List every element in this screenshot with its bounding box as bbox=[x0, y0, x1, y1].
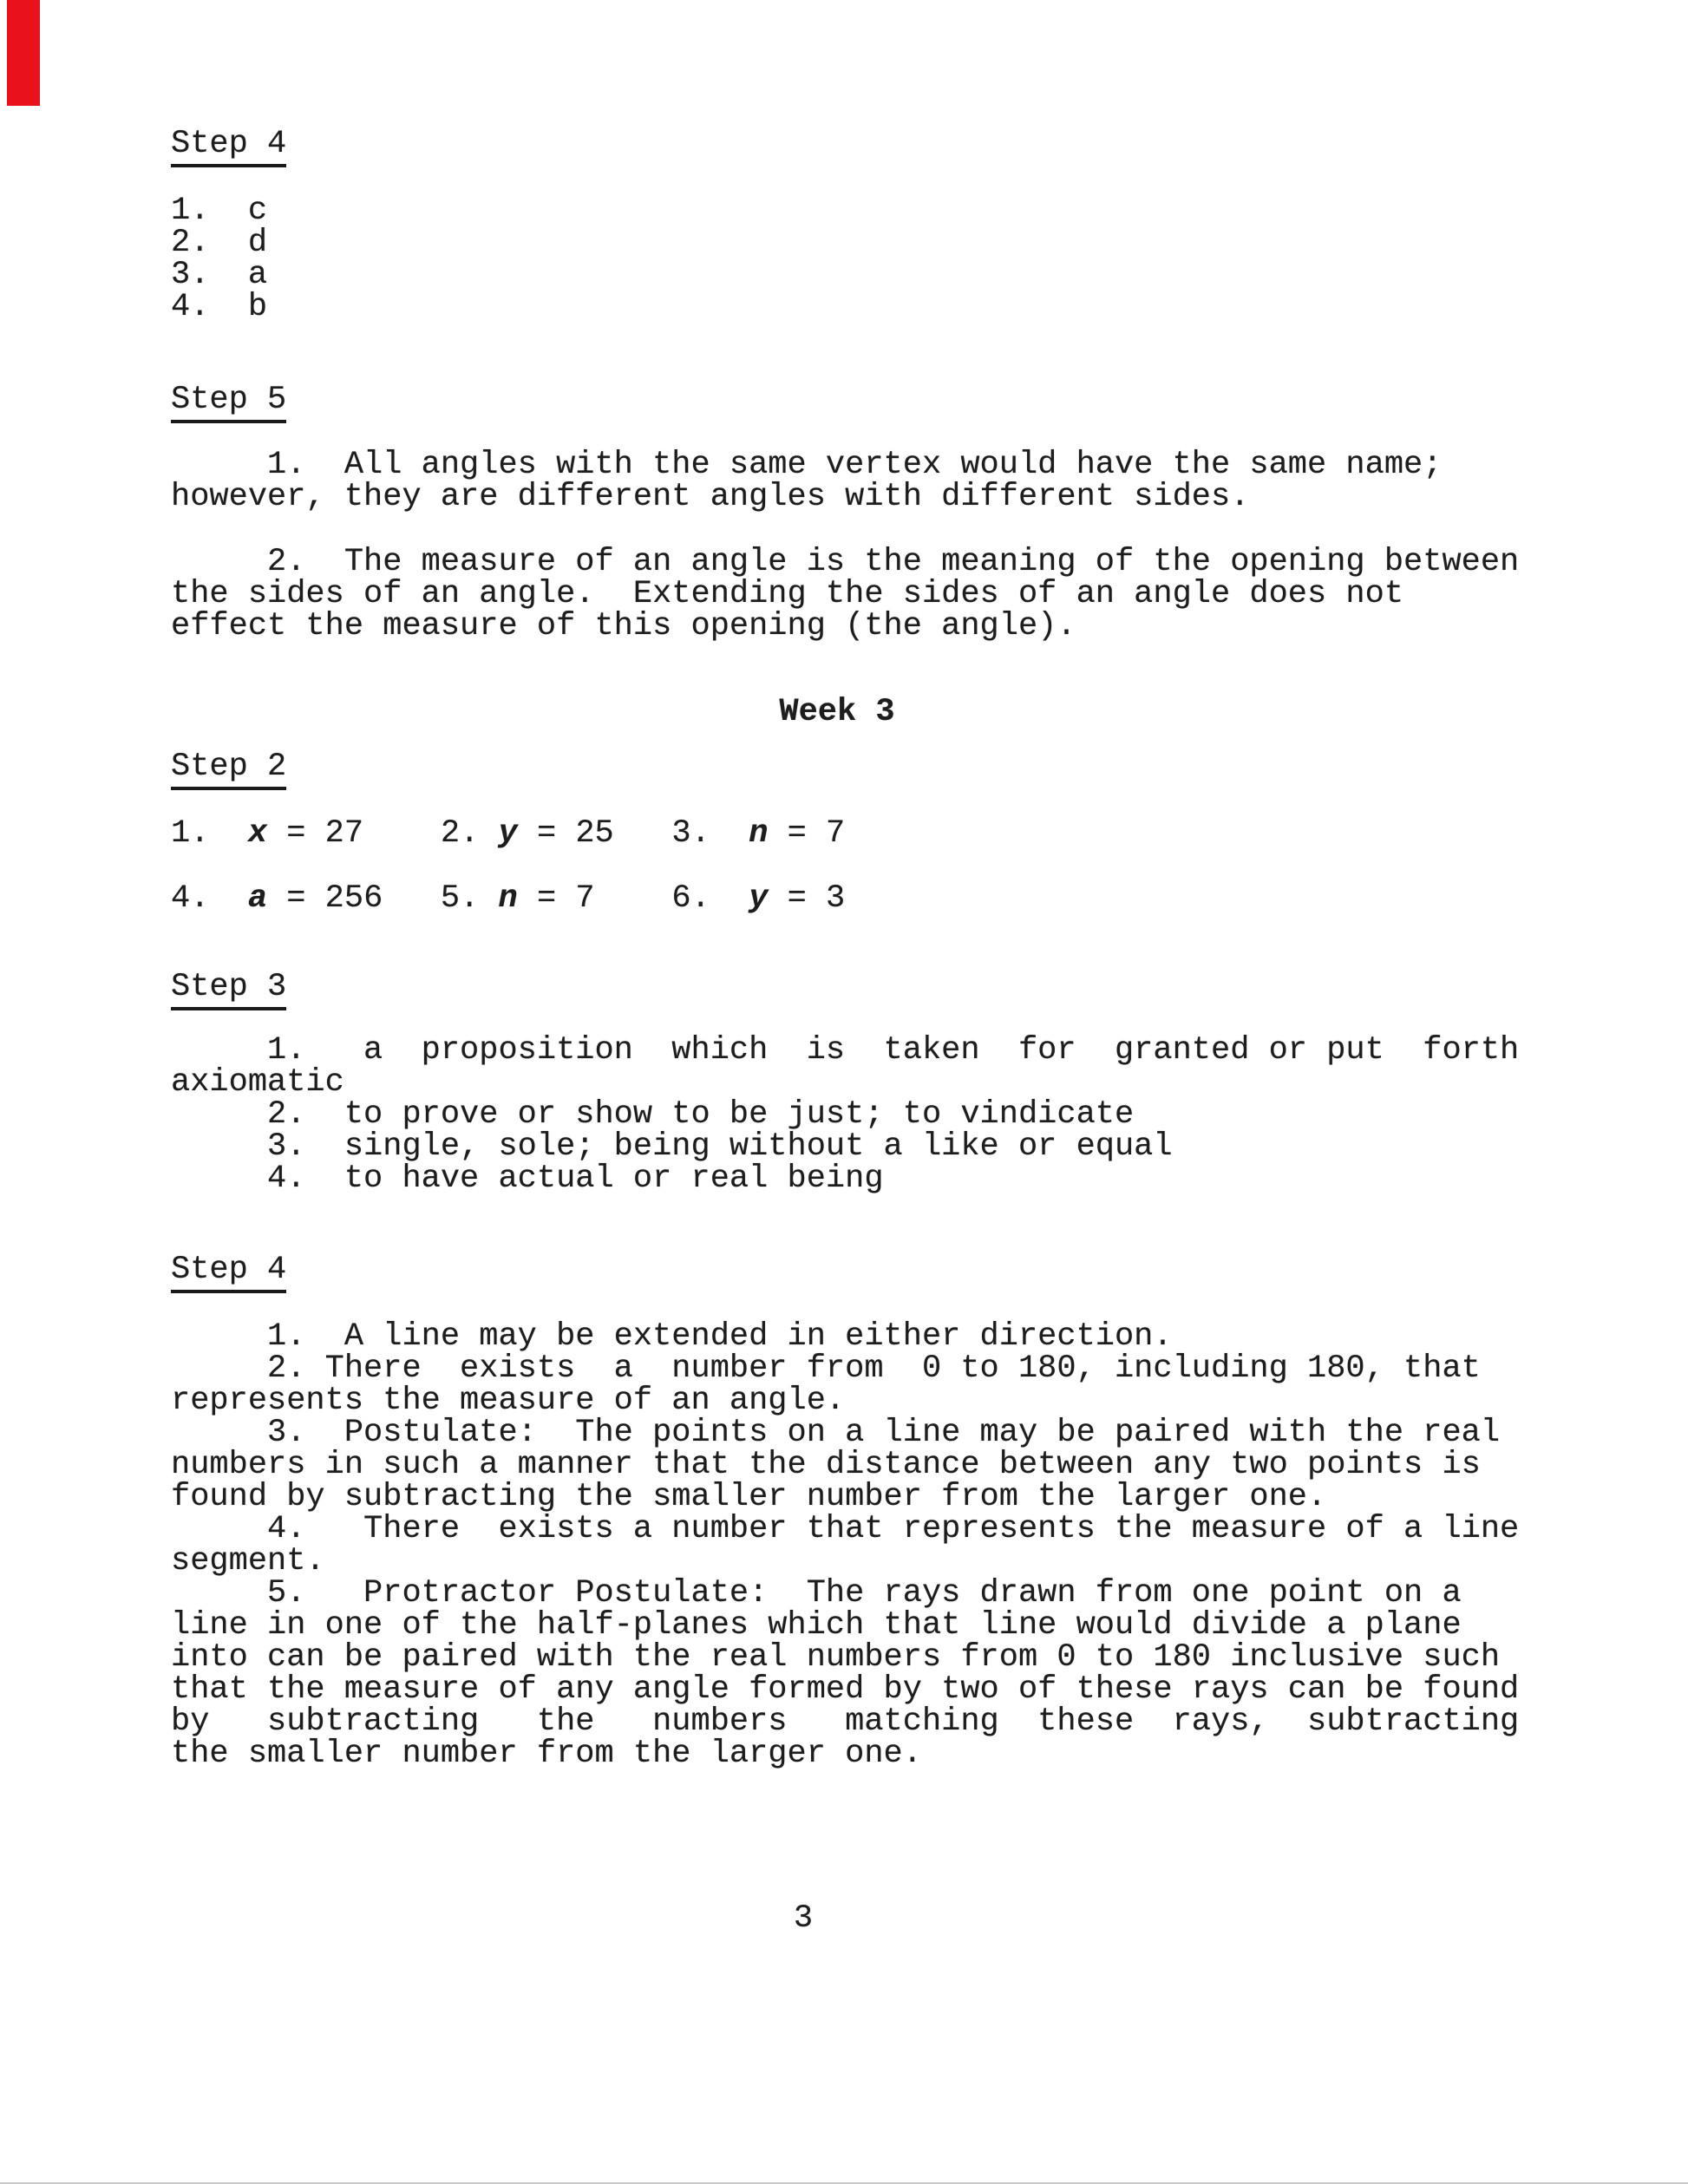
text-line: 5. Protractor Postulate: The rays drawn from one point on a bbox=[171, 1575, 1462, 1612]
heading-step3-text: Step 3 bbox=[171, 971, 286, 1010]
text-line: that the measure of any angle formed by two of these rays can be found bbox=[171, 1671, 1520, 1708]
heading-step2 bbox=[171, 751, 286, 790]
step4-first-answer-list bbox=[171, 195, 267, 324]
text-segment: = 256 bbox=[267, 880, 441, 917]
text-line: 3. a bbox=[171, 257, 268, 293]
heading-step3 bbox=[171, 971, 286, 1010]
equation-variable: n bbox=[498, 880, 518, 917]
heading-step5-text: Step 5 bbox=[171, 384, 286, 423]
text-line: however, they are different angles with different sides. bbox=[171, 479, 1250, 515]
heading-step4-second-text: Step 4 bbox=[171, 1254, 286, 1293]
text-line: 1. A line may be extended in either direction. bbox=[171, 1318, 1173, 1355]
text-line: 2. There exists a number from 0 to 180, including 180, that bbox=[171, 1350, 1481, 1387]
text-line: segment. bbox=[171, 1543, 325, 1579]
text-segment: = 3 bbox=[768, 880, 846, 917]
heading-step2-text: Step 2 bbox=[171, 751, 286, 790]
text-segment: = 7 bbox=[768, 815, 846, 852]
text-segment: = 27 bbox=[267, 815, 441, 852]
equation-variable: a bbox=[247, 880, 268, 917]
text-line: 2. The measure of an angle is the meaning of the opening between bbox=[171, 544, 1520, 580]
text-line: 2. to prove or show to be just; to vindicate bbox=[171, 1096, 1135, 1133]
text-line: 3. single, sole; being without a like or equal bbox=[171, 1128, 1173, 1165]
equation-variable: y bbox=[749, 880, 769, 917]
text-line: effect the measure of this opening (the angle). bbox=[171, 608, 1076, 644]
text-line: represents the measure of an angle. bbox=[171, 1383, 846, 1419]
text-line: 1. All angles with the same vertex would have the same name; bbox=[171, 447, 1443, 483]
text-segment: = 7 bbox=[517, 880, 672, 917]
text-segment: = 25 bbox=[517, 815, 672, 852]
heading-step4-first bbox=[171, 128, 286, 167]
text-segment: 5. bbox=[440, 880, 499, 917]
text-line: line in one of the half-planes which that line would divide a plane bbox=[171, 1607, 1462, 1644]
equation-variable: x bbox=[247, 815, 268, 852]
red-margin-mark bbox=[7, 0, 40, 106]
step5-answer-1 bbox=[171, 449, 1442, 513]
heading-step4-first-text: Step 4 bbox=[171, 128, 286, 167]
equation-variable: n bbox=[749, 815, 769, 852]
step2-answers-row-2 bbox=[171, 880, 846, 917]
text-line: the sides of an angle. Extending the sides of an angle does not bbox=[171, 576, 1404, 612]
equation-variable: y bbox=[498, 815, 518, 852]
heading-step4-second bbox=[171, 1254, 286, 1293]
text-line: into can be paired with the real numbers from 0 to 180 inclusive such bbox=[171, 1639, 1501, 1676]
text-line: the smaller number from the larger one. bbox=[171, 1736, 922, 1772]
text-segment: 2. bbox=[440, 815, 499, 852]
step5-answer-2 bbox=[171, 546, 1519, 643]
text-line: numbers in such a manner that the distance between any two points is bbox=[171, 1447, 1481, 1483]
page-number: 3 bbox=[793, 1900, 814, 1937]
text-line: by subtracting the numbers matching these rays, subtracting bbox=[171, 1703, 1520, 1740]
step4-second-answer-list bbox=[171, 1318, 1520, 1772]
text-line: 1. c bbox=[171, 193, 268, 229]
step2-answers-row-1 bbox=[171, 815, 846, 852]
text-segment: 6. bbox=[671, 880, 749, 917]
week3-title: Week 3 bbox=[779, 694, 895, 730]
text-line: 1. a proposition which is taken for granted or put forth bbox=[171, 1032, 1520, 1069]
text-line: 4. b bbox=[171, 289, 268, 325]
heading-step5 bbox=[171, 384, 286, 423]
step3-answer-list bbox=[171, 1032, 1520, 1197]
text-line: 4. There exists a number that represents the measure of a line bbox=[171, 1511, 1520, 1547]
text-line: 2. d bbox=[171, 225, 268, 261]
text-segment: 1. bbox=[171, 815, 248, 852]
text-line: found by subtracting the smaller number from the larger one. bbox=[171, 1479, 1327, 1515]
text-segment: 3. bbox=[671, 815, 749, 852]
text-line: axiomatic bbox=[171, 1064, 344, 1101]
text-segment: 4. bbox=[171, 880, 248, 917]
text-line: 4. to have actual or real being bbox=[171, 1161, 884, 1197]
text-line: 3. Postulate: The points on a line may be paired with the real bbox=[171, 1415, 1501, 1451]
